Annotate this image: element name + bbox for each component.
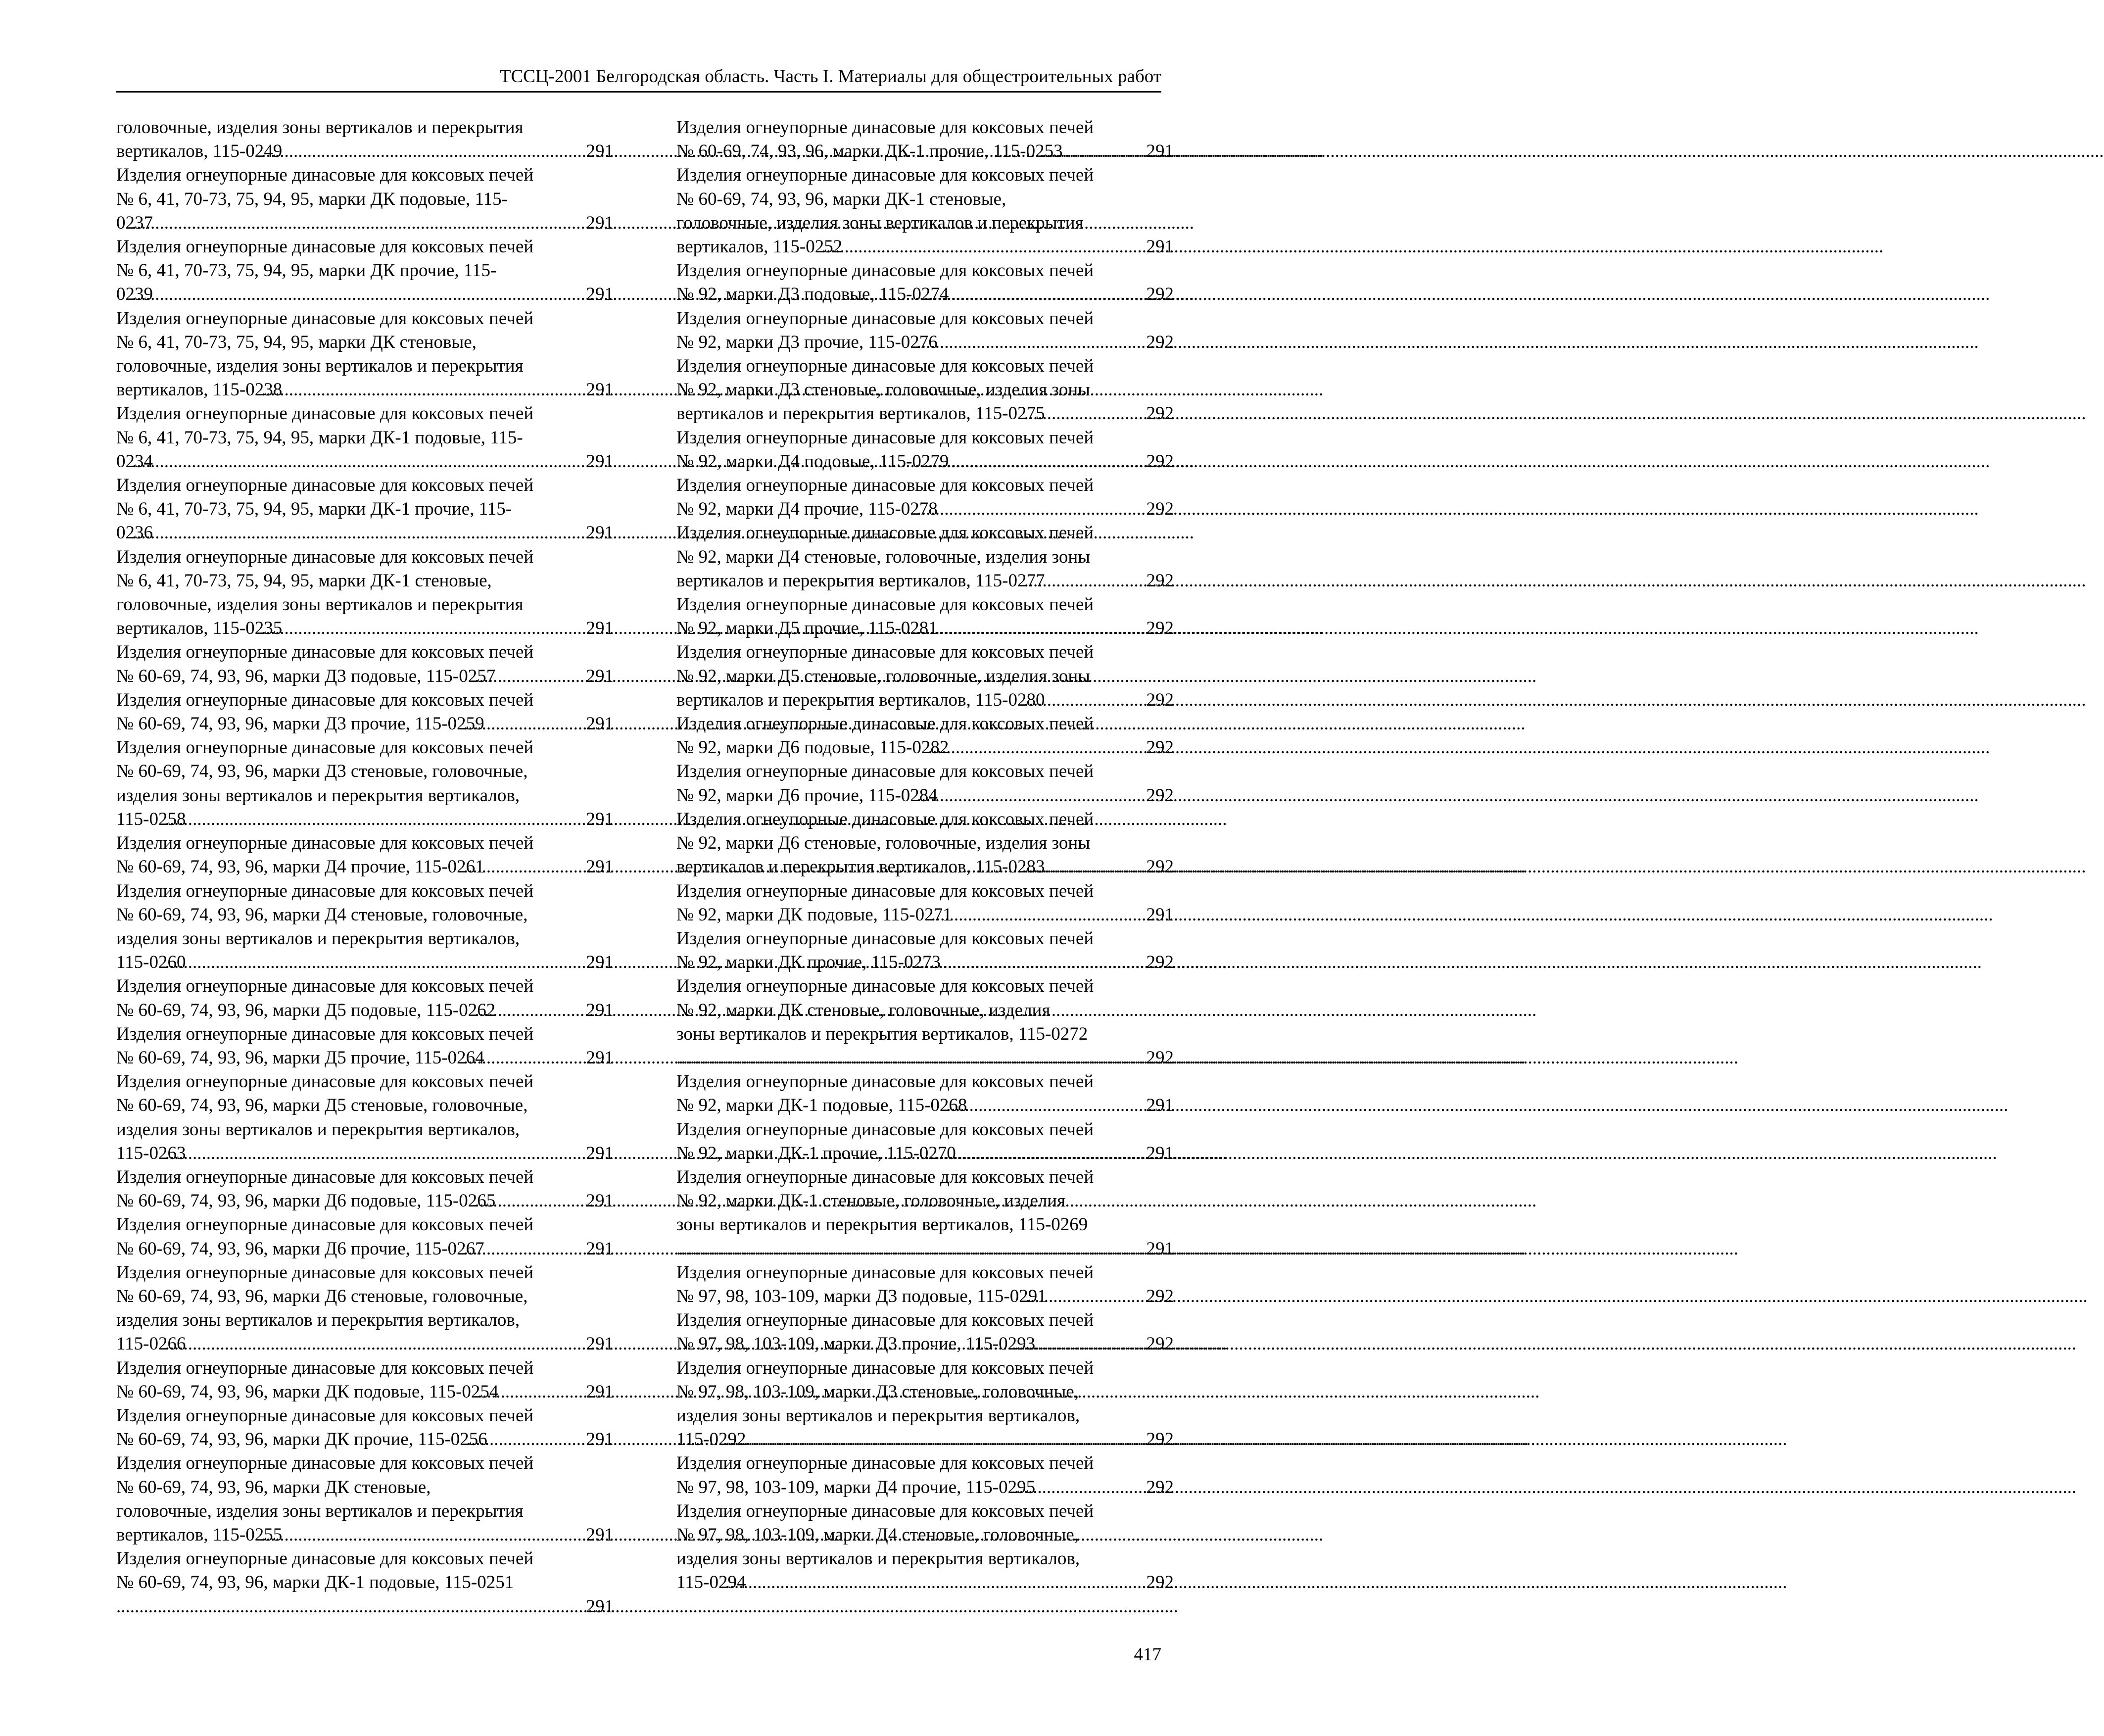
index-entry xyxy=(116,545,614,641)
index-entry xyxy=(116,116,614,163)
entry-page-number: 292 xyxy=(1146,1286,1174,1306)
entry-text-line: № 60-69, 74, 93, 96, марки Д6 стеновые, головочные, xyxy=(116,1286,528,1306)
entry-last-line xyxy=(676,569,1174,593)
index-entry xyxy=(116,1451,614,1547)
entry-text-line: 0237 xyxy=(116,212,153,233)
dot-leader xyxy=(956,1142,1166,1165)
index-entry xyxy=(116,235,614,307)
entry-last-line xyxy=(676,688,1174,712)
index-entry xyxy=(676,640,1174,712)
entry-last-line xyxy=(676,951,1174,974)
page-number: 417 xyxy=(1134,1644,1161,1665)
entry-page-number: 291 xyxy=(1146,1238,1174,1259)
entry-text-line: Изделия огнеупорные динасовые для коксовых печей xyxy=(116,1071,534,1092)
entry-text-line: Изделия огнеупорные динасовые для коксовых печей xyxy=(116,1453,534,1474)
entry-text-line: изделия зоны вертикалов и перекрытия вертикалов, xyxy=(676,1405,1080,1426)
entry-text-line: изделия зоны вертикалов и перекрытия вертикалов, xyxy=(116,1310,520,1331)
entry-text-line: Изделия огнеупорные динасовые для коксовых печей xyxy=(676,976,1094,997)
entry-text-line: Изделия огнеупорные динасовые для коксовых печей xyxy=(116,833,534,854)
entry-last-line xyxy=(676,1285,1174,1308)
entry-text-line: Изделия огнеупорные динасовые для коксовых печей xyxy=(676,117,1094,138)
entry-text-line: Изделия огнеупорные динасовые для коксовых печей xyxy=(676,1310,1094,1331)
entry-page-number: 291 xyxy=(586,809,614,829)
index-entry xyxy=(116,1547,614,1619)
entry-last-line xyxy=(116,1189,614,1213)
entry-text-line: Изделия огнеупорные динасовые для коксовых печей xyxy=(116,546,534,567)
entry-text-line: Изделия огнеупорные динасовые для коксовых печей xyxy=(676,427,1094,448)
dot-leader xyxy=(697,1046,1166,1070)
entry-text-line: № 6, 41, 70-73, 75, 94, 95, марки ДК прочие, 115- xyxy=(116,260,497,281)
dot-leader xyxy=(941,951,1166,974)
entry-last-line xyxy=(676,331,1174,354)
entry-text-line: Изделия огнеупорные динасовые для коксовых печей xyxy=(676,1262,1094,1283)
entry-text-line: Изделия огнеупорные динасовые для коксовых печей xyxy=(116,1548,534,1569)
entry-last-line xyxy=(676,1332,1174,1356)
entry-text-line: вертикалов, 115-0235 xyxy=(116,618,283,639)
entry-text-line: Изделия огнеупорные динасовые для коксовых печей xyxy=(676,1357,1094,1378)
index-entry xyxy=(676,426,1174,474)
entry-last-line xyxy=(116,521,614,545)
entry-last-line xyxy=(676,450,1174,474)
entry-last-line xyxy=(676,1094,1174,1117)
entry-page-number: 292 xyxy=(1146,332,1174,352)
entry-text-line: Изделия огнеупорные динасовые для коксовых печей xyxy=(116,165,534,186)
entry-text-line: № 60-69, 74, 93, 96, марки ДК прочие, 115-0256 xyxy=(116,1429,487,1450)
entry-last-line xyxy=(676,736,1174,760)
entry-text-line: Изделия огнеупорные динасовые для коксовых печей xyxy=(676,1166,1094,1187)
entry-text-line: № 60-69, 74, 93, 96, марки ДК-1 прочие, 115-0253 xyxy=(676,141,1063,162)
entry-text-line: 115-0260 xyxy=(116,952,186,973)
index-entry xyxy=(116,163,614,235)
dot-leader xyxy=(842,235,1166,259)
entry-page-number: 292 xyxy=(1146,952,1174,973)
index-entry xyxy=(676,521,1174,593)
entry-text-line: Изделия огнеупорные динасовые для коксовых печей xyxy=(116,642,534,663)
entry-text-line: № 92, марки Д4 стеновые, головочные, изделия зоны xyxy=(676,546,1090,567)
index-entry xyxy=(116,831,614,879)
entry-text-line: Изделия огнеупорные динасовые для коксовых печей xyxy=(116,237,534,257)
entry-text-line: изделия зоны вертикалов и перекрытия вертикалов, xyxy=(116,928,520,949)
entry-text-line: № 60-69, 74, 93, 96, марки Д5 подовые, 115-0262 xyxy=(116,1000,496,1020)
entry-page-number: 292 xyxy=(1146,451,1174,472)
index-entry xyxy=(676,307,1174,354)
entry-text-line: головочные, изделия зоны вертикалов и перекрытия xyxy=(116,594,524,615)
entry-text-line: Изделия огнеупорные динасовые для коксовых печей xyxy=(676,761,1094,782)
index-entry xyxy=(116,1022,614,1070)
entry-text-line: № 60-69, 74, 93, 96, марки Д3 подовые, 115-0257 xyxy=(116,666,496,686)
entry-last-line xyxy=(116,712,614,736)
entry-text-line: 115-0263 xyxy=(116,1143,186,1163)
entry-page-number: 291 xyxy=(586,1596,614,1617)
entry-text-line: № 92, марки Д5 прочие, 115-0281 xyxy=(676,618,938,639)
entry-text-line: Изделия огнеупорные динасовые для коксовых печей xyxy=(676,1119,1094,1140)
entry-text-line: № 6, 41, 70-73, 75, 94, 95, марки ДК-1 стеновые, xyxy=(116,570,492,591)
entry-text-line: вертикалов, 115-0249 xyxy=(116,141,283,162)
entry-last-line xyxy=(116,1142,614,1165)
entry-text-line: вертикалов и перекрытия вертикалов, 115-0280 xyxy=(676,689,1045,710)
entry-last-line xyxy=(676,855,1174,879)
entry-last-line xyxy=(676,617,1174,640)
index-entry xyxy=(676,1356,1174,1452)
index-entry xyxy=(116,688,614,736)
entry-text-line: № 92, марки ДК прочие, 115-0273 xyxy=(676,952,941,973)
entry-text-line: Изделия огнеупорные динасовые для коксовых печей xyxy=(676,523,1094,543)
entry-page-number: 291 xyxy=(586,1381,614,1402)
entry-text-line: № 92, марки ДК-1 прочие, 115-0270 xyxy=(676,1143,956,1163)
entry-text-line: 0239 xyxy=(116,284,153,305)
entry-page-number: 291 xyxy=(586,1334,614,1354)
entry-page-number: 291 xyxy=(1146,141,1174,162)
entry-page-number: 291 xyxy=(586,380,614,400)
entry-page-number: 291 xyxy=(586,952,614,973)
index-entry xyxy=(676,712,1174,760)
entry-last-line xyxy=(116,1380,614,1404)
entry-page-number: 291 xyxy=(586,1191,614,1211)
entry-page-number: 291 xyxy=(1146,1095,1174,1116)
entry-page-number: 292 xyxy=(1146,1429,1174,1450)
index-entry xyxy=(116,1261,614,1356)
entry-text-line: головочные, изделия зоны вертикалов и перекрытия xyxy=(116,356,524,377)
index-entry xyxy=(676,1261,1174,1308)
dot-leader xyxy=(186,1142,606,1165)
index-column-left xyxy=(116,116,614,1619)
dot-leader xyxy=(153,211,606,235)
entry-last-line xyxy=(116,665,614,688)
entry-text-line: Изделия огнеупорные динасовые для коксовых печей xyxy=(116,403,534,424)
dot-leader xyxy=(949,283,1166,306)
entry-page-number: 291 xyxy=(586,714,614,734)
entry-page-number: 291 xyxy=(586,1143,614,1163)
entry-page-number: 291 xyxy=(586,523,614,543)
entry-last-line xyxy=(676,1142,1174,1165)
entry-text-line: № 97, 98, 103-109, марки Д3 стеновые, головочные, xyxy=(676,1381,1079,1402)
entry-last-line xyxy=(116,855,614,879)
dot-leader xyxy=(938,617,1166,640)
entry-text-line: № 92, марки ДК подовые, 115-0271 xyxy=(676,904,952,925)
dot-leader xyxy=(153,521,606,545)
entry-page-number: 291 xyxy=(1146,904,1174,925)
entry-last-line xyxy=(676,1571,1174,1594)
entry-text-line: зоны вертикалов и перекрытия вертикалов, 115-0272 xyxy=(676,1023,1088,1044)
entry-page-number: 292 xyxy=(1146,403,1174,424)
entry-page-number: 291 xyxy=(586,1524,614,1545)
entry-text-line: № 60-69, 74, 93, 96, марки Д4 стеновые, головочные, xyxy=(116,904,528,925)
entry-page-number: 292 xyxy=(1146,1047,1174,1068)
entry-text-line: 115-0294 xyxy=(676,1572,746,1593)
entry-text-line: № 92, марки Д5 стеновые, головочные, изделия зоны xyxy=(676,666,1090,686)
index-entry xyxy=(676,1499,1174,1595)
entry-last-line xyxy=(116,1523,614,1547)
dot-leader xyxy=(153,450,606,474)
entry-page-number: 292 xyxy=(1146,570,1174,591)
entry-page-number: 292 xyxy=(1146,1477,1174,1497)
index-entry xyxy=(676,163,1174,259)
index-entry xyxy=(116,1213,614,1260)
index-entry xyxy=(116,1070,614,1165)
entry-page-number: 292 xyxy=(1146,499,1174,520)
entry-page-number: 292 xyxy=(1146,737,1174,758)
entry-text-line: Изделия огнеупорные динасовые для коксовых печей xyxy=(116,1262,534,1283)
entry-last-line xyxy=(116,378,614,402)
dot-leader xyxy=(746,1428,1166,1451)
dot-leader xyxy=(949,736,1166,760)
entry-text-line: № 92, марки Д3 прочие, 115-0276 xyxy=(676,332,938,352)
entry-page-number: 291 xyxy=(586,1238,614,1259)
entry-last-line xyxy=(116,999,614,1022)
index-entry xyxy=(676,354,1174,426)
entry-page-number: 292 xyxy=(1146,284,1174,305)
entry-page-number: 291 xyxy=(586,1000,614,1020)
entry-text-line: головочные, изделия зоны вертикалов и перекрытия xyxy=(116,1500,524,1521)
entry-text-line: № 97, 98, 103-109, марки Д3 подовые, 115-0291 xyxy=(676,1286,1047,1306)
entry-text-line: № 92, марки Д6 подовые, 115-0282 xyxy=(676,737,949,758)
index-entry xyxy=(116,879,614,975)
dot-leader xyxy=(938,331,1166,354)
index-entry xyxy=(116,402,614,474)
entry-last-line xyxy=(116,1237,614,1261)
index-entry xyxy=(676,1118,1174,1165)
index-entry xyxy=(676,927,1174,974)
entry-text-line: № 60-69, 74, 93, 96, марки Д6 подовые, 115-0265 xyxy=(116,1191,496,1211)
entry-text-line: головочные, изделия зоны вертикалов и перекрытия xyxy=(116,117,524,138)
entry-text-line: № 60-69, 74, 93, 96, марки Д5 стеновые, головочные, xyxy=(116,1095,528,1116)
entry-text-line: 0236 xyxy=(116,523,153,543)
entry-page-number: 292 xyxy=(1146,785,1174,806)
entry-text-line: зоны вертикалов и перекрытия вертикалов, 115-0269 xyxy=(676,1214,1088,1235)
entry-text-line: 115-0258 xyxy=(116,809,186,829)
entry-text-line: Изделия огнеупорные динасовые для коксовых печей xyxy=(116,1166,534,1187)
dot-leader xyxy=(282,1523,606,1547)
entry-text-line: 115-0266 xyxy=(116,1334,186,1354)
entry-last-line xyxy=(116,808,614,831)
entry-last-line xyxy=(676,497,1174,521)
entry-text-line: Изделия огнеупорные динасовые для коксовых печей xyxy=(676,1071,1094,1092)
entry-text-line: 0234 xyxy=(116,451,153,472)
entry-text-line: № 6, 41, 70-73, 75, 94, 95, марки ДК стеновые, xyxy=(116,332,477,352)
entry-page-number: 292 xyxy=(1146,618,1174,639)
entry-last-line xyxy=(116,951,614,974)
entry-page-number: 291 xyxy=(586,212,614,233)
entry-page-number: 291 xyxy=(586,618,614,639)
entry-text-line: Изделия огнеупорные динасовые для коксовых печей xyxy=(676,1500,1094,1521)
entry-text-line: № 92, марки Д6 стеновые, головочные, изделия зоны xyxy=(676,833,1090,854)
entry-last-line xyxy=(137,1595,614,1619)
entry-last-line xyxy=(676,1476,1174,1499)
entry-last-line xyxy=(116,211,614,235)
entry-text-line: Изделия огнеупорные динасовые для коксовых печей xyxy=(676,260,1094,281)
entry-text-line: вертикалов, 115-0255 xyxy=(116,1524,283,1545)
entry-text-line: № 92, марки Д6 прочие, 115-0284 xyxy=(676,785,938,806)
index-entry xyxy=(116,736,614,831)
entry-text-line: Изделия огнеупорные динасовые для коксовых печей xyxy=(116,689,534,710)
entry-text-line: Изделия огнеупорные динасовые для коксовых печей xyxy=(116,1214,534,1235)
entry-text-line: № 92, марки Д3 стеновые, головочные, изделия зоны xyxy=(676,380,1090,400)
dot-leader xyxy=(938,784,1166,808)
entry-text-line: № 6, 41, 70-73, 75, 94, 95, марки ДК-1 подовые, 115- xyxy=(116,427,523,448)
entry-text-line: № 60-69, 74, 93, 96, марки Д5 прочие, 115-0264 xyxy=(116,1047,484,1068)
index-entry xyxy=(676,1070,1174,1117)
entry-text-line: Изделия огнеупорные динасовые для коксовых печей xyxy=(676,714,1094,734)
index-entry xyxy=(116,640,614,688)
dot-leader xyxy=(282,378,606,402)
entry-page-number: 292 xyxy=(1146,689,1174,710)
entry-text-line: вертикалов и перекрытия вертикалов, 115-0275 xyxy=(676,403,1045,424)
entry-page-number: 291 xyxy=(586,451,614,472)
entry-text-line: № 6, 41, 70-73, 75, 94, 95, марки ДК-1 прочие, 115- xyxy=(116,499,512,520)
entry-text-line: вертикалов и перекрытия вертикалов, 115-0283 xyxy=(676,857,1045,877)
entry-text-line: № 60-69, 74, 93, 96, марки ДК подовые, 115-0254 xyxy=(116,1381,499,1402)
entry-text-line: № 97, 98, 103-109, марки Д3 прочие, 115-0293 xyxy=(676,1334,1036,1354)
entry-text-line: Изделия огнеупорные динасовые для коксовых печей xyxy=(116,1357,534,1378)
entry-last-line xyxy=(116,1332,614,1356)
entry-text-line: Изделия огнеупорные динасовые для коксовых печей xyxy=(676,594,1094,615)
entry-text-line: № 92, марки ДК-1 стеновые, головочные, изделия xyxy=(676,1191,1066,1211)
entry-text-line: Изделия огнеупорные динасовые для коксовых печей xyxy=(116,1405,534,1426)
entry-last-line xyxy=(676,283,1174,306)
entry-last-line xyxy=(676,903,1174,927)
dot-leader xyxy=(967,1094,1166,1117)
entry-text-line: Изделия огнеупорные динасовые для коксовых печей xyxy=(676,475,1094,496)
entry-last-line xyxy=(676,402,1174,426)
entry-text-line: № 60-69, 74, 93, 96, марки Д6 прочие, 115-0267 xyxy=(116,1238,484,1259)
index-entry xyxy=(676,879,1174,927)
entry-text-line: Изделия огнеупорные динасовые для коксовых печей xyxy=(116,308,534,329)
entry-page-number: 292 xyxy=(1146,1572,1174,1593)
entry-text-line: изделия зоны вертикалов и перекрытия вертикалов, xyxy=(116,785,520,806)
entry-text-line: Изделия огнеупорные динасовые для коксовых печей xyxy=(676,809,1094,829)
entry-text-line: вертикалов, 115-0252 xyxy=(676,237,843,257)
entry-text-line: Изделия огнеупорные динасовые для коксовых печей xyxy=(676,308,1094,329)
index-entry xyxy=(116,1404,614,1451)
index-entry xyxy=(676,974,1174,1070)
index-entry xyxy=(116,974,614,1022)
index-entry xyxy=(676,808,1174,879)
entry-text-line: № 6, 41, 70-73, 75, 94, 95, марки ДК подовые, 115- xyxy=(116,189,508,209)
index-entry xyxy=(116,474,614,545)
entry-text-line: № 92, марки ДК стеновые, головочные, изделия xyxy=(676,1000,1051,1020)
entry-text-line: Изделия огнеупорные динасовые для коксовых печей xyxy=(116,475,534,496)
index-column-right xyxy=(676,116,1174,1595)
entry-last-line xyxy=(697,1046,1174,1070)
entry-page-number: 291 xyxy=(1146,237,1174,257)
index-entry xyxy=(676,1165,1174,1261)
index-entry xyxy=(676,1308,1174,1356)
entry-last-line xyxy=(676,784,1174,808)
entry-last-line xyxy=(116,450,614,474)
entry-text-line: Изделия огнеупорные динасовые для коксовых печей xyxy=(116,737,534,758)
entry-page-number: 291 xyxy=(586,857,614,877)
entry-text-line: № 60-69, 74, 93, 96, марки Д4 прочие, 115-0261 xyxy=(116,857,484,877)
entry-text-line: № 60-69, 74, 93, 96, марки ДК-1 стеновые, xyxy=(676,189,1006,209)
entry-last-line xyxy=(697,1237,1174,1261)
entry-last-line xyxy=(676,235,1174,259)
entry-text-line: 115-0292 xyxy=(676,1429,746,1450)
entry-page-number: 291 xyxy=(1146,1143,1174,1163)
index-entry xyxy=(676,760,1174,807)
entry-last-line xyxy=(116,1428,614,1451)
entry-text-line: № 60-69, 74, 93, 96, марки Д3 прочие, 115-0259 xyxy=(116,714,484,734)
entry-last-line xyxy=(116,617,614,640)
entry-text-line: № 92, марки Д3 подовые, 115-0274 xyxy=(676,284,949,305)
entry-page-number: 291 xyxy=(586,284,614,305)
dot-leader xyxy=(137,1595,606,1619)
entry-text-line: № 60-69, 74, 93, 96, марки ДК-1 подовые, 115-0251 xyxy=(116,1572,514,1593)
dot-leader xyxy=(282,617,606,640)
entry-last-line xyxy=(116,283,614,306)
dot-leader xyxy=(153,283,606,306)
index-entry xyxy=(676,593,1174,640)
dot-leader xyxy=(186,951,606,974)
entry-page-number: 292 xyxy=(1146,857,1174,877)
entry-text-line: Изделия огнеупорные динасовые для коксовых печей xyxy=(676,880,1094,901)
entry-text-line: Изделия огнеупорные динасовые для коксовых печей xyxy=(676,1453,1094,1474)
index-entry xyxy=(676,116,1174,163)
dot-leader xyxy=(282,140,606,163)
entry-text-line: № 97, 98, 103-109, марки Д4 стеновые, головочные, xyxy=(676,1524,1079,1545)
entry-text-line: изделия зоны вертикалов и перекрытия вертикалов, xyxy=(676,1548,1080,1569)
entry-text-line: Изделия огнеупорные динасовые для коксовых печей xyxy=(116,880,534,901)
entry-page-number: 291 xyxy=(586,1047,614,1068)
dot-leader xyxy=(746,1571,1166,1594)
dot-leader xyxy=(949,450,1166,474)
entry-last-line xyxy=(116,1046,614,1070)
entry-text-line: № 97, 98, 103-109, марки Д4 прочие, 115-0295 xyxy=(676,1477,1036,1497)
dot-leader xyxy=(186,808,606,831)
entry-page-number: 292 xyxy=(1146,1334,1174,1354)
entry-text-line: головочные, изделия зоны вертикалов и перекрытия xyxy=(676,212,1084,233)
entry-text-line: Изделия огнеупорные динасовые для коксовых печей xyxy=(676,356,1094,377)
entry-text-line: вертикалов и перекрытия вертикалов, 115-0277 xyxy=(676,570,1045,591)
entry-page-number: 291 xyxy=(586,1429,614,1450)
dot-leader xyxy=(938,497,1166,521)
entry-last-line xyxy=(116,140,614,163)
index-entry xyxy=(116,307,614,402)
entry-last-line xyxy=(676,1428,1174,1451)
entry-text-line: Изделия огнеупорные динасовые для коксовых печей xyxy=(676,642,1094,663)
entry-text-line: № 92, марки Д4 прочие, 115-0278 xyxy=(676,499,938,520)
index-entry xyxy=(676,474,1174,521)
entry-text-line: Изделия огнеупорные динасовые для коксовых печей xyxy=(116,976,534,997)
entry-page-number: 291 xyxy=(586,666,614,686)
entry-text-line: № 92, марки Д4 подовые, 115-0279 xyxy=(676,451,949,472)
dot-leader xyxy=(186,1332,606,1356)
dot-leader xyxy=(952,903,1166,927)
index-entry xyxy=(116,1165,614,1213)
dot-leader xyxy=(697,1237,1166,1261)
entry-text-line: изделия зоны вертикалов и перекрытия вертикалов, xyxy=(116,1119,520,1140)
entry-page-number: 291 xyxy=(586,141,614,162)
entry-text-line: № 60-69, 74, 93, 96, марки Д3 стеновые, головочные, xyxy=(116,761,528,782)
entry-text-line: Изделия огнеупорные динасовые для коксовых печей xyxy=(676,165,1094,186)
entry-text-line: № 60-69, 74, 93, 96, марки ДК стеновые, xyxy=(116,1477,431,1497)
entry-last-line xyxy=(676,140,1174,163)
index-entry xyxy=(676,1451,1174,1499)
running-header: ТССЦ-2001 Белгородская область. Часть I. Материалы для общестроительных работ xyxy=(116,63,1161,93)
entry-text-line: вертикалов, 115-0238 xyxy=(116,380,283,400)
entry-text-line: Изделия огнеупорные динасовые для коксовых печей xyxy=(676,928,1094,949)
index-entry xyxy=(116,1356,614,1404)
index-entry xyxy=(676,259,1174,306)
entry-text-line: № 92, марки ДК-1 подовые, 115-0268 xyxy=(676,1095,967,1116)
entry-text-line: Изделия огнеупорные динасовые для коксовых печей xyxy=(116,1023,534,1044)
